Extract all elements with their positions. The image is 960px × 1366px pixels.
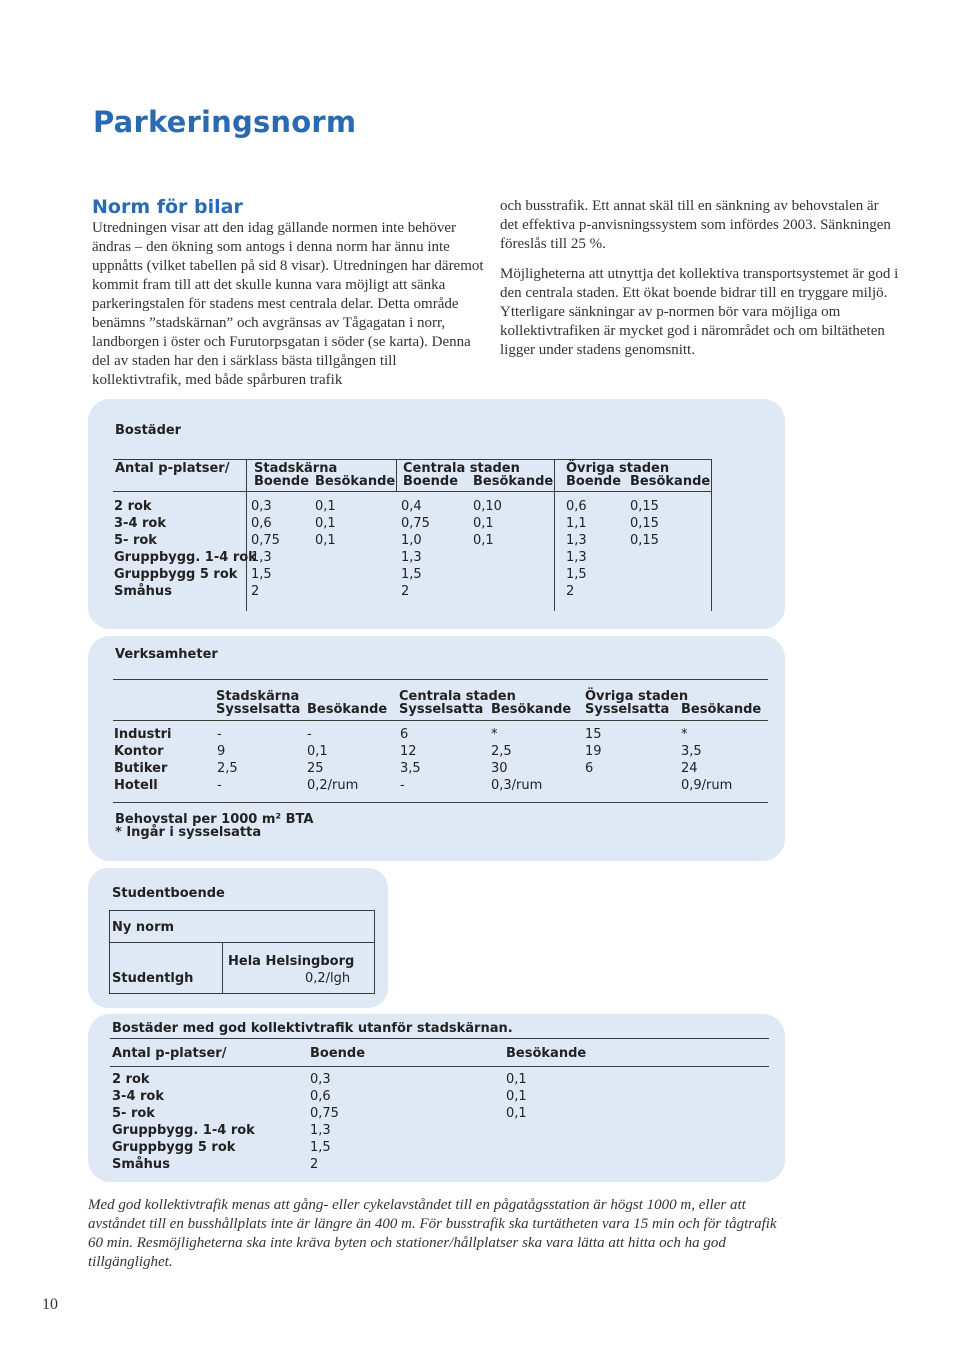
- table-cell: -: [307, 727, 312, 742]
- verksamheter-stadskarna-besok-values: [307, 726, 358, 794]
- bostader-sub-besokande: Besökande: [315, 474, 396, 489]
- table-row-label: Kontor: [114, 744, 164, 759]
- table-cell: 2: [310, 1157, 319, 1172]
- bostader-row-header: Antal p-platser/: [115, 461, 230, 476]
- table-row-label: 2 rok: [112, 1072, 150, 1087]
- verksamheter-sub-sysselsatta: Sysselsatta: [585, 702, 670, 717]
- god-kollektivtrafik-heading: Bostäder med god kollektivtrafik utanför stadskärnan.: [112, 1021, 513, 1036]
- table-cell: 0,15: [630, 516, 659, 531]
- studentboende-subheading: Ny norm: [112, 920, 175, 935]
- table-row-label: 2 rok: [114, 499, 152, 514]
- table-cell: 2: [566, 584, 575, 599]
- table-row-label: Gruppbygg 5 rok: [112, 1140, 236, 1155]
- verksamheter-sub-besokande: Besökande: [681, 702, 762, 717]
- table-cell: 0,3/rum: [491, 778, 543, 793]
- table-cell: 0,3: [310, 1072, 331, 1087]
- bostader-sub-boende: Boende: [566, 474, 622, 489]
- intro-paragraph-1: och busstrafik. Ett annat skäl till en sänkning av behovstalen är det effektiva p-anvisningssystem som infördes 2003. Sänkningen föreslås till 25 %.: [500, 198, 891, 252]
- verksamheter-zone-ovriga: Övriga staden: [585, 689, 689, 704]
- verksamheter-zone-centrala: Centrala staden: [399, 689, 516, 704]
- studentboende-row-label: Studentlgh: [112, 971, 194, 986]
- bostader-stadskarna-besokande-values: [315, 498, 336, 549]
- god-kollektivtrafik-col-besokande: Besökande: [506, 1046, 587, 1061]
- table-cell: 0,75: [251, 533, 280, 548]
- table-cell: 2,5: [217, 761, 238, 776]
- bostader-sub-boende: Boende: [254, 474, 310, 489]
- bostader-ovriga-boende-values: [566, 498, 587, 600]
- intro-text-right: [500, 197, 900, 371]
- table-cell: *: [681, 727, 688, 742]
- table-cell: 0,1: [506, 1106, 527, 1121]
- table-cell: 1,3: [310, 1123, 331, 1138]
- table-cell: 1,3: [566, 550, 587, 565]
- table-cell: [585, 777, 602, 794]
- bostader-sub-besokande: Besökande: [630, 474, 711, 489]
- bostader-zone-ovriga: Övriga staden: [566, 461, 670, 476]
- table-cell: 0,1: [315, 533, 336, 548]
- table-cell: 1,5: [310, 1140, 331, 1155]
- table-cell: 0,6: [310, 1089, 331, 1104]
- studentboende-heading: Studentboende: [112, 886, 225, 901]
- table-cell: 6: [585, 761, 594, 776]
- table-cell: -: [217, 727, 222, 742]
- bostader-stadskarna-boende-values: [251, 498, 280, 600]
- table-cell: 1,5: [566, 567, 587, 582]
- table-cell: 2: [401, 584, 410, 599]
- table-cell: 6: [400, 727, 409, 742]
- table-row-label: Gruppbygg. 1-4 rok: [114, 550, 257, 565]
- table-cell: -: [400, 778, 405, 793]
- table-cell: 0,1: [473, 516, 494, 531]
- table-cell: 1,5: [251, 567, 272, 582]
- table-cell: 0,10: [473, 499, 502, 514]
- table-cell: 24: [681, 761, 698, 776]
- table-cell: 0,15: [630, 499, 659, 514]
- table-cell: 1,5: [401, 567, 422, 582]
- table-cell: 0,2/rum: [307, 778, 359, 793]
- table-cell: 0,75: [310, 1106, 339, 1121]
- table-row-label: Butiker: [114, 761, 168, 776]
- bostader-sub-besokande: Besökande: [473, 474, 554, 489]
- intro-text-left: Utredningen visar att den idag gällande normen inte behöver ändras – den ökning som antogs i denna norm har ännu inte uppnåtts (vilket tabellen på sid 8 visar). Utredningen har däremot kommit fram till att det skulle kunna vara möjligt att sänka parkeringstalen för stadens mest centrala delar. Detta område benämns ”stadskärnan” och avgränsas av Tågagatan i norr, landborgen i öster och Furutorpsgatan i söder (se karta). Denna del av staden har den i särklass bästa tillgången till kollektivtrafik, med både spårburen trafik: [92, 220, 484, 388]
- studentboende-value: 0,2/lgh: [305, 971, 351, 986]
- table-cell: 1,3: [251, 550, 272, 565]
- table-cell: 12: [400, 744, 417, 759]
- verksamheter-ovriga-besok-values: [681, 726, 732, 794]
- table-row-label: Gruppbygg. 1-4 rok: [112, 1123, 255, 1138]
- table-cell: 0,1: [473, 533, 494, 548]
- table-cell: 9: [217, 744, 226, 759]
- bostader-sub-boende: Boende: [403, 474, 459, 489]
- page-number: 10: [42, 1296, 58, 1313]
- table-cell: 0,9/rum: [681, 778, 733, 793]
- verksamheter-footnote-unit: Behovstal per 1000 m² BTA: [115, 812, 314, 827]
- table-cell: 2: [251, 584, 260, 599]
- bostader-centrala-boende-values: [401, 498, 430, 600]
- table-row-label: 3-4 rok: [114, 516, 166, 531]
- studentboende-col-header: Hela Helsingborg: [228, 954, 355, 969]
- table-row-label: Gruppbygg 5 rok: [114, 567, 238, 582]
- bostader-heading: Bostäder: [115, 423, 182, 438]
- table-row-label: Hotell: [114, 778, 158, 793]
- table-cell: 0,1: [307, 744, 328, 759]
- table-row-label: Småhus: [112, 1157, 170, 1172]
- table-cell: *: [491, 727, 498, 742]
- god-kollektivtrafik-row-labels: [112, 1071, 255, 1173]
- table-cell: 2,5: [491, 744, 512, 759]
- table-cell: 1,0: [401, 533, 422, 548]
- verksamheter-sub-sysselsatta: Sysselsatta: [399, 702, 484, 717]
- bostader-zone-centrala: Centrala staden: [403, 461, 520, 476]
- table-cell: 30: [491, 761, 508, 776]
- table-cell: 3,5: [400, 761, 421, 776]
- table-cell: 0,1: [315, 516, 336, 531]
- verksamheter-ovriga-syss-values: [585, 726, 602, 794]
- verksamheter-zone-stadskarna: Stadskärna: [216, 689, 300, 704]
- verksamheter-centrala-besok-values: [491, 726, 542, 794]
- verksamheter-heading: Verksamheter: [115, 647, 218, 662]
- section-heading: Norm för bilar: [92, 196, 243, 218]
- god-kollektivtrafik-boende-values: [310, 1071, 339, 1173]
- table-cell: 25: [307, 761, 324, 776]
- table-cell: 1,3: [401, 550, 422, 565]
- bostader-zone-stadskarna: Stadskärna: [254, 461, 338, 476]
- table-cell: 1,1: [566, 516, 587, 531]
- verksamheter-sub-sysselsatta: Sysselsatta: [216, 702, 301, 717]
- table-cell: 0,4: [401, 499, 422, 514]
- verksamheter-centrala-syss-values: [400, 726, 421, 794]
- intro-paragraph-2: Möjligheterna att utnyttja det kollektiva transportsystemet är god i den centrala staden. Ett ökat boende bidrar till en tryggare miljö. Ytterligare sänkningar av p-normen bör vara möjliga om kollektivtrafiken är mycket god i närområdet och om biltätheten ligger under stadens genomsnitt.: [500, 266, 899, 358]
- table-row-label: 5- rok: [114, 533, 157, 548]
- bostader-row-labels: [114, 498, 257, 600]
- table-cell: 0,1: [506, 1089, 527, 1104]
- verksamheter-row-labels: [114, 726, 171, 794]
- table-cell: 0,1: [506, 1072, 527, 1087]
- god-kollektivtrafik-besokande-values: [506, 1071, 527, 1122]
- table-cell: 1,3: [566, 533, 587, 548]
- table-cell: 0,15: [630, 533, 659, 548]
- bostader-centrala-besokande-values: [473, 498, 502, 549]
- table-row-label: Industri: [114, 727, 172, 742]
- table-cell: 0,75: [401, 516, 430, 531]
- table-cell: 19: [585, 744, 602, 759]
- verksamheter-stadskarna-syss-values: [217, 726, 238, 794]
- table-cell: 0,6: [251, 516, 272, 531]
- god-kollektivtrafik-row-header: Antal p-platser/: [112, 1046, 227, 1061]
- page-title: Parkeringsnorm: [93, 105, 357, 139]
- bostader-ovriga-besokande-values: [630, 498, 659, 549]
- kollektivtrafik-note: Med god kollektivtrafik menas att gång- eller cykelavståndet till en pågatågsstation är högst 1000 m, eller att avståndet till en busshållplats inte är längre än 400 m. För busstrafik ska turtätheten vara 15 min och för tågtrafik 60 min. Resmöjligheterna ska inte kräva byten och stationer/hållplatser ska vara lätta att hitta och ha god tillgänglighet.: [88, 1197, 777, 1270]
- table-row-label: Småhus: [114, 584, 172, 599]
- table-row-label: 3-4 rok: [112, 1089, 164, 1104]
- verksamheter-sub-besokande: Besökande: [307, 702, 388, 717]
- verksamheter-sub-besokande: Besökande: [491, 702, 572, 717]
- table-cell: 3,5: [681, 744, 702, 759]
- verksamheter-footnote-asterisk: * Ingår i sysselsatta: [115, 825, 262, 840]
- table-cell: 0,1: [315, 499, 336, 514]
- table-cell: 0,3: [251, 499, 272, 514]
- table-cell: 15: [585, 727, 602, 742]
- god-kollektivtrafik-col-boende: Boende: [310, 1046, 366, 1061]
- table-row-label: 5- rok: [112, 1106, 155, 1121]
- table-cell: -: [217, 778, 222, 793]
- table-cell: 0,6: [566, 499, 587, 514]
